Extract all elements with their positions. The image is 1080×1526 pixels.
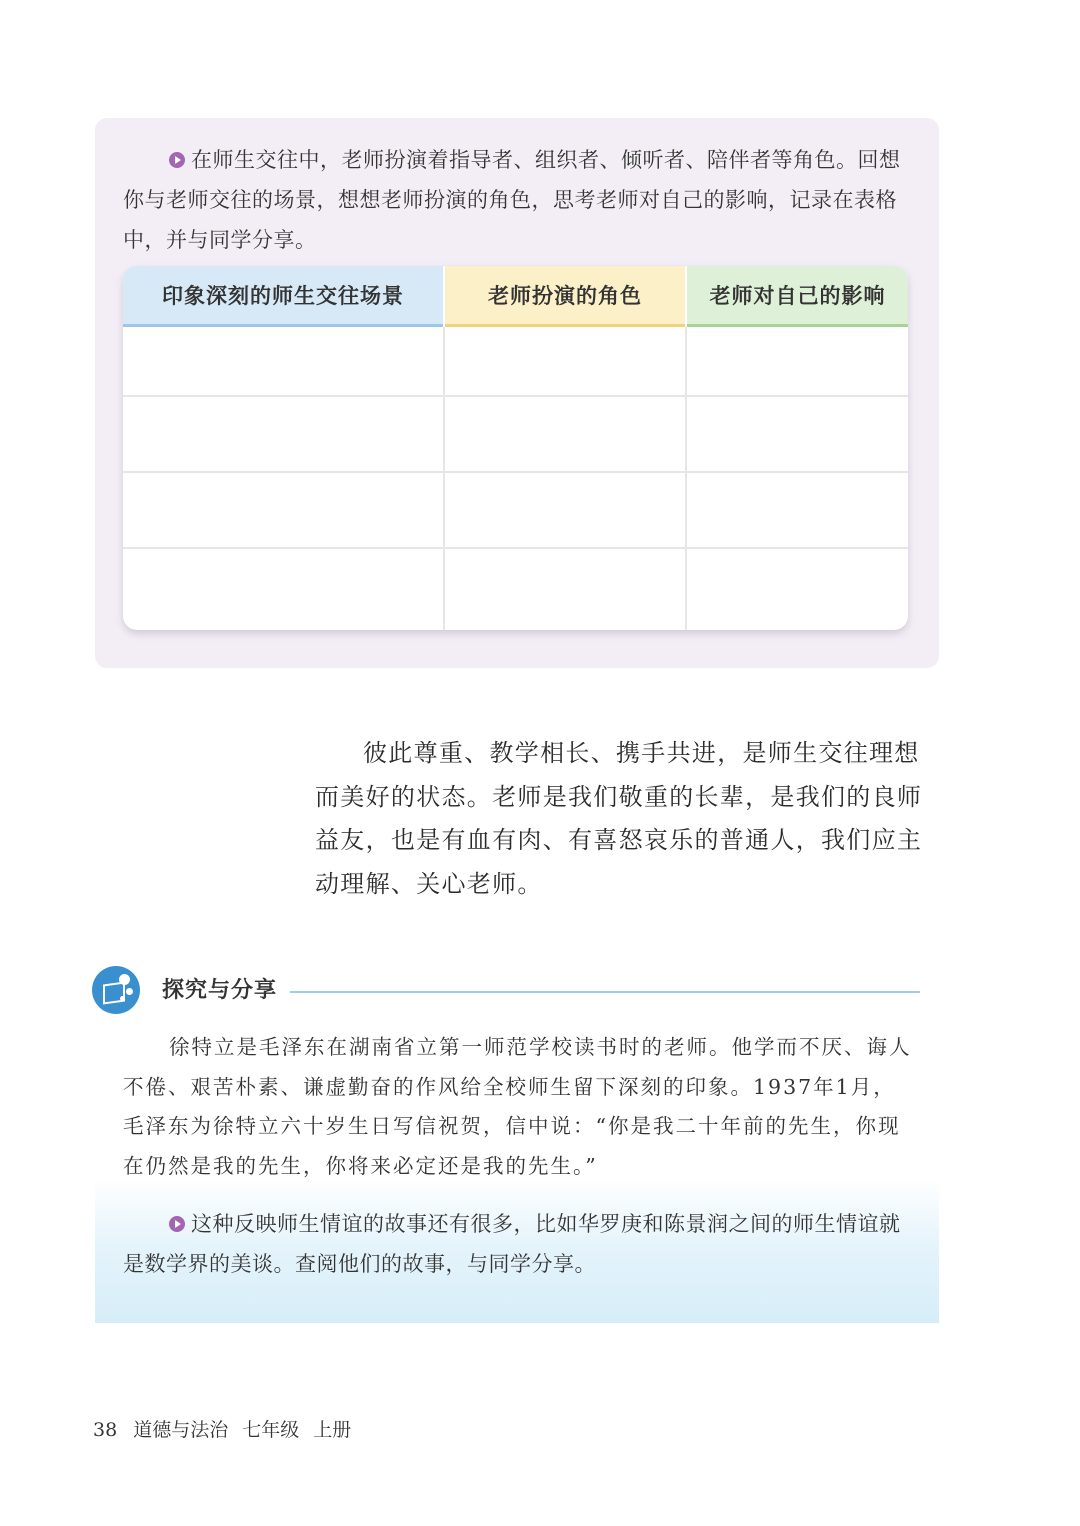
reflection-table — [123, 266, 908, 630]
share-task — [123, 1204, 913, 1284]
table-header-influence: 老师对自己的影响 — [687, 266, 908, 327]
story-text: 徐特立是毛泽东在湖南省立第一师范学校读书时的老师。他学而不厌、诲人不倦、艰苦朴素、谦虚勤奋的作风给全校师生留下深刻的印象。1937年1月，毛泽东为徐特立六十岁生日写信祝贺，信中说：“你是我二十年前的先生，你现在仍然是我的先生，你将来必定还是我的先生。” — [123, 1035, 912, 1178]
book-subject: 道德与法治 — [133, 1419, 229, 1441]
book-volume: 上册 — [313, 1419, 352, 1441]
table-header-scene: 印象深刻的师生交往场景 — [123, 266, 443, 327]
explore-cube-icon — [92, 966, 140, 1014]
table-row-divider — [123, 547, 908, 549]
main-paragraph-text: 彼此尊重、教学相长、携手共进，是师生交往理想而美好的状态。老师是我们敬重的长辈，是我们的良师益友，也是有血有肉、有喜怒哀乐的普通人，我们应主动理解、关心老师。 — [315, 739, 923, 898]
table-row-divider — [123, 395, 908, 397]
table-row-divider — [123, 471, 908, 473]
play-bullet-icon — [169, 1216, 185, 1232]
section-title: 探究与分享 — [162, 978, 278, 1003]
play-bullet-icon — [169, 152, 185, 168]
table-column-divider — [685, 327, 687, 630]
section-divider — [290, 991, 920, 993]
page-number: 38 — [93, 1419, 118, 1441]
story-paragraph — [123, 1028, 913, 1186]
table-column-divider — [443, 327, 445, 630]
main-paragraph — [315, 732, 940, 906]
activity-prompt-text: 在师生交往中，老师扮演着指导者、组织者、倾听者、陪伴者等角色。回想你与老师交往的场景，想想老师扮演的角色，思考老师对自己的影响，记录在表格中，并与同学分享。 — [123, 148, 901, 252]
share-task-text: 这种反映师生情谊的故事还有很多，比如华罗庚和陈景润之间的师生情谊就是数学界的美谈。查阅他们的故事，与同学分享。 — [123, 1212, 901, 1276]
activity-prompt — [123, 140, 913, 260]
book-grade: 七年级 — [242, 1419, 300, 1441]
page-footer — [93, 1415, 365, 1442]
table-header-role: 老师扮演的角色 — [445, 266, 685, 327]
